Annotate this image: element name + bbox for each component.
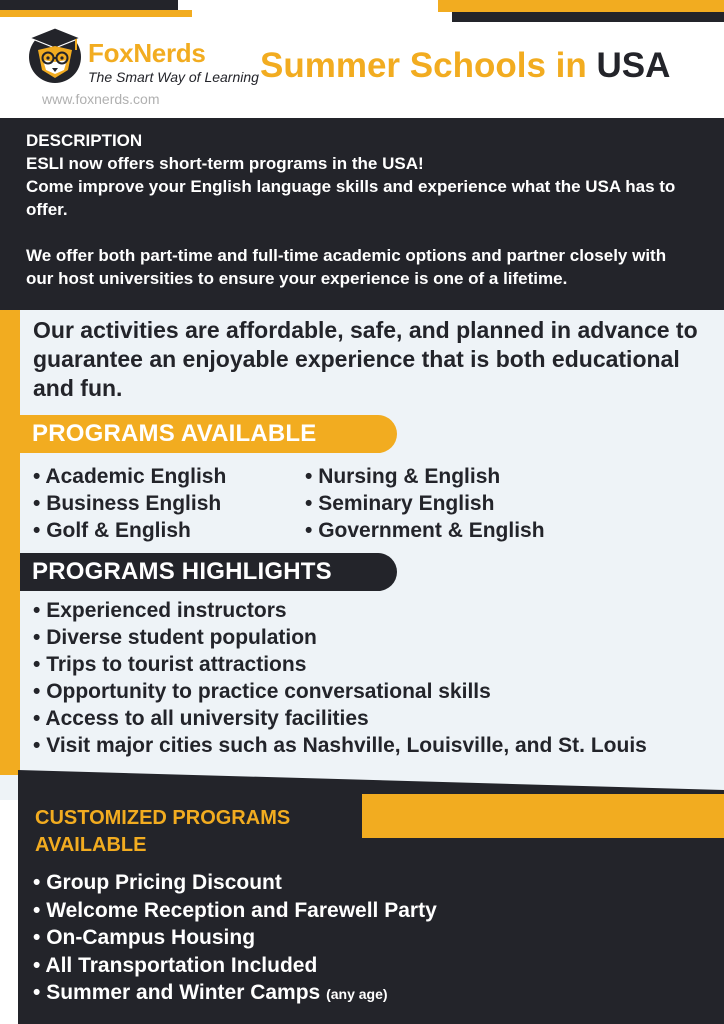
list-item: • Golf & English xyxy=(33,517,226,544)
customized-accent-bar xyxy=(362,794,724,838)
camps-note: (any age) xyxy=(326,986,388,1002)
list-item: • Business English xyxy=(33,490,226,517)
list-item xyxy=(33,979,437,1009)
customized-heading xyxy=(35,805,290,859)
list-item: • Trips to tourist attractions xyxy=(33,651,647,678)
customized-heading-line-1: CUSTOMIZED PROGRAMS xyxy=(35,807,291,829)
description-line-3: We offer both part-time and full-time academic options and partner closely with our host universities to ensure your experience is one of a lifetime. xyxy=(26,246,667,288)
list-item: • Seminary English xyxy=(305,490,545,517)
header xyxy=(0,0,724,118)
highlights-list xyxy=(33,597,647,759)
fox-graduate-icon xyxy=(26,26,84,84)
programs-heading: PROGRAMS AVAILABLE xyxy=(20,415,397,453)
camps-label: Summer and Winter Camps xyxy=(46,981,321,1004)
list-item: • Access to all university facilities xyxy=(33,705,647,732)
list-item: • Opportunity to practice conversational skills xyxy=(33,678,647,705)
list-item: • All Transportation Included xyxy=(33,952,437,980)
list-item: • Academic English xyxy=(33,463,226,490)
list-item: • Experienced instructors xyxy=(33,597,647,624)
programs-list-col-2 xyxy=(305,463,545,544)
customized-list xyxy=(33,869,437,1009)
description-section xyxy=(0,118,724,310)
description-line-2: Come improve your English language skills and experience what the USA has to offer. xyxy=(26,177,676,219)
list-item: • Welcome Reception and Farewell Party xyxy=(33,897,437,925)
list-item: • Nursing & English xyxy=(305,463,545,490)
title-highlight: USA xyxy=(596,46,671,85)
list-item: • On-Campus Housing xyxy=(33,924,437,952)
intro-text: Our activities are affordable, safe, and planned in advance to guarantee an enjoyable experience that is both educational and fun. xyxy=(33,317,698,401)
accent-stripe xyxy=(0,310,20,775)
list-item: • Group Pricing Discount xyxy=(33,869,437,897)
list-item: • Government & English xyxy=(305,517,545,544)
brand-name: FoxNerds xyxy=(88,38,206,68)
page-title xyxy=(260,46,670,86)
customized-heading-line-2: AVAILABLE xyxy=(35,834,147,856)
list-item: • Diverse student population xyxy=(33,624,647,651)
programs-list-col-1 xyxy=(33,463,226,544)
title-main: Summer Schools in xyxy=(260,46,587,85)
highlights-heading: PROGRAMS HIGHLIGHTS xyxy=(20,553,397,591)
list-item: • Visit major cities such as Nashville, Louisville, and St. Louis xyxy=(33,732,647,759)
description-heading: DESCRIPTION xyxy=(26,131,143,150)
description-line-1: ESLI now offers short-term programs in the USA! xyxy=(26,154,424,173)
brand-url[interactable]: www.foxnerds.com xyxy=(42,91,160,107)
brand-tagline: The Smart Way of Learning xyxy=(88,69,259,85)
